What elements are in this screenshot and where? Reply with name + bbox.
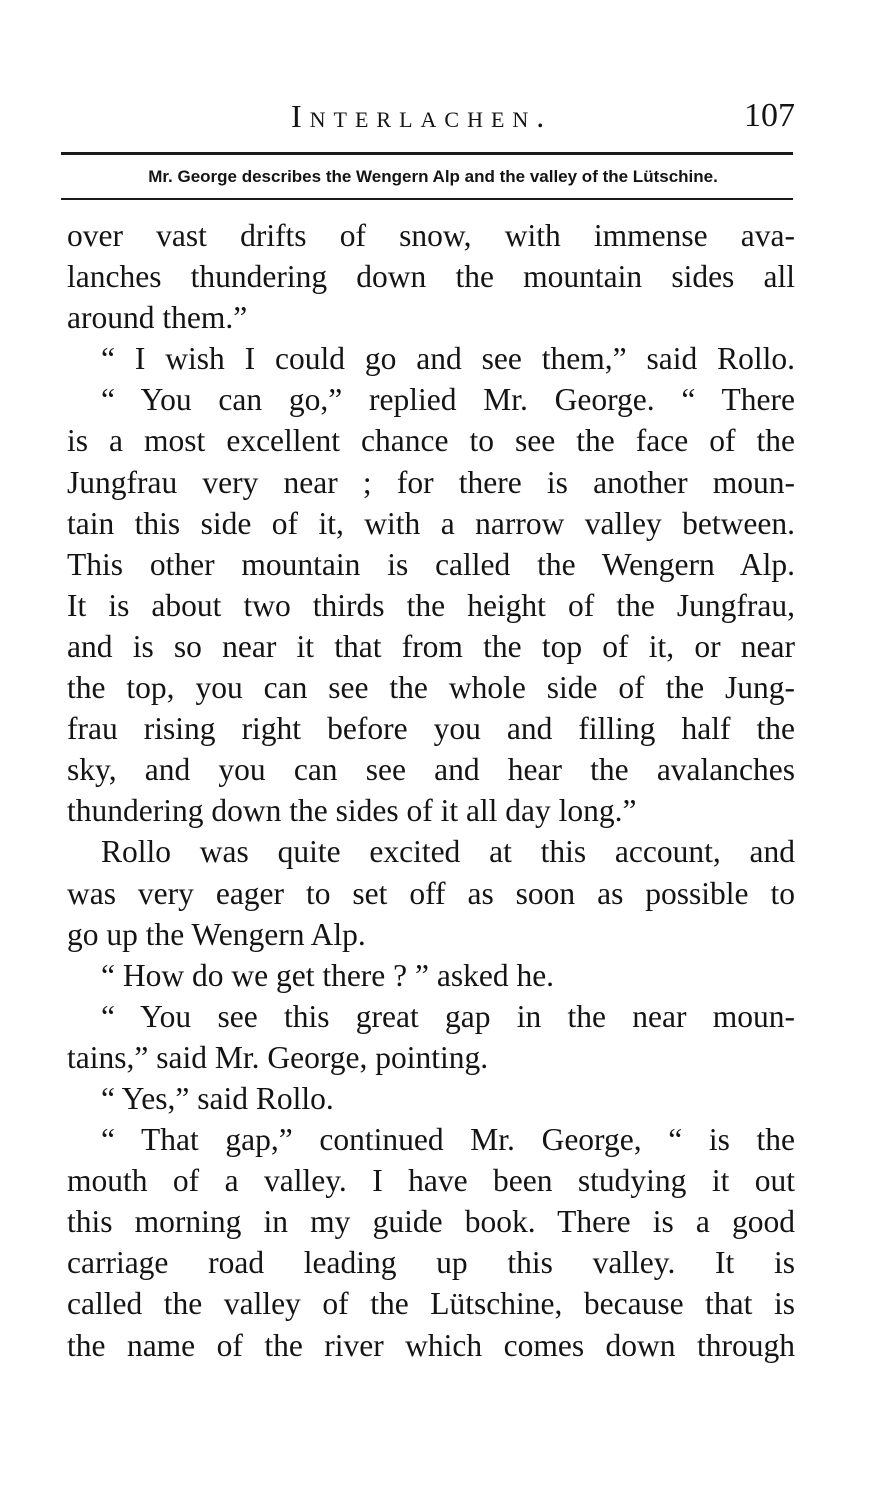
text-line: the name of the river which comes down through <box>67 1327 795 1363</box>
text-line: this morning in my guide book. There is a good <box>67 1204 795 1240</box>
text-line: “ You see this great gap in the near moun- <box>101 998 795 1034</box>
text-line: This other mountain is called the Wengern Alp. <box>67 546 795 582</box>
text-line: tains,” said Mr. George, pointing. <box>67 1039 489 1075</box>
text-line: “ That gap,” continued Mr. George, “ is the <box>101 1122 795 1158</box>
text-line: and is so near it that from the top of it, or near <box>67 628 795 664</box>
text-line: go up the Wengern Alp. <box>67 916 366 952</box>
text-line: around them.” <box>67 300 248 336</box>
text-line: Jungfrau very near ; for there is another moun- <box>67 464 795 500</box>
bottom-rule <box>61 198 793 200</box>
text-line: “ Yes,” said Rollo. <box>101 1080 334 1116</box>
text-line: Rollo was quite excited at this account, and <box>101 834 795 870</box>
text-line: “ You can go,” replied Mr. George. “ There <box>101 382 795 418</box>
text-line: frau rising right before you and filling half the <box>67 711 795 747</box>
text-line: “ How do we get there ? ” asked he. <box>101 957 555 993</box>
text-line: the top, you can see the whole side of the Jung- <box>67 670 795 706</box>
body-text <box>67 215 795 1366</box>
page-number: 107 <box>744 97 795 134</box>
book-page <box>67 0 795 1494</box>
text-line: is a most excellent chance to see the face of the <box>67 423 795 459</box>
text-line: sky, and you can see and hear the avalanches <box>67 752 795 788</box>
text-line: lanches thundering down the mountain sides all <box>67 259 795 295</box>
chapter-subhead: Mr. George describes the Wengern Alp and the valley of the Lütschine. <box>148 167 718 186</box>
running-head-title: Interlachen. <box>291 98 553 134</box>
top-rule <box>61 152 793 155</box>
text-line: mouth of a valley. I have been studying it out <box>67 1163 795 1199</box>
running-head <box>67 94 795 138</box>
text-line: carriage road leading up this valley. It is <box>67 1245 795 1281</box>
text-line: called the valley of the Lütschine, because that is <box>67 1286 795 1322</box>
text-line: thundering down the sides of it all day long.” <box>67 793 637 829</box>
text-line: was very eager to set off as soon as possible to <box>67 875 795 911</box>
text-line: It is about two thirds the height of the Jungfrau, <box>67 587 795 623</box>
text-line: “ I wish I could go and see them,” said Rollo. <box>101 341 795 377</box>
text-line: over vast drifts of snow, with immense ava- <box>67 218 795 253</box>
text-line: tain this side of it, with a narrow valley between. <box>67 505 795 541</box>
